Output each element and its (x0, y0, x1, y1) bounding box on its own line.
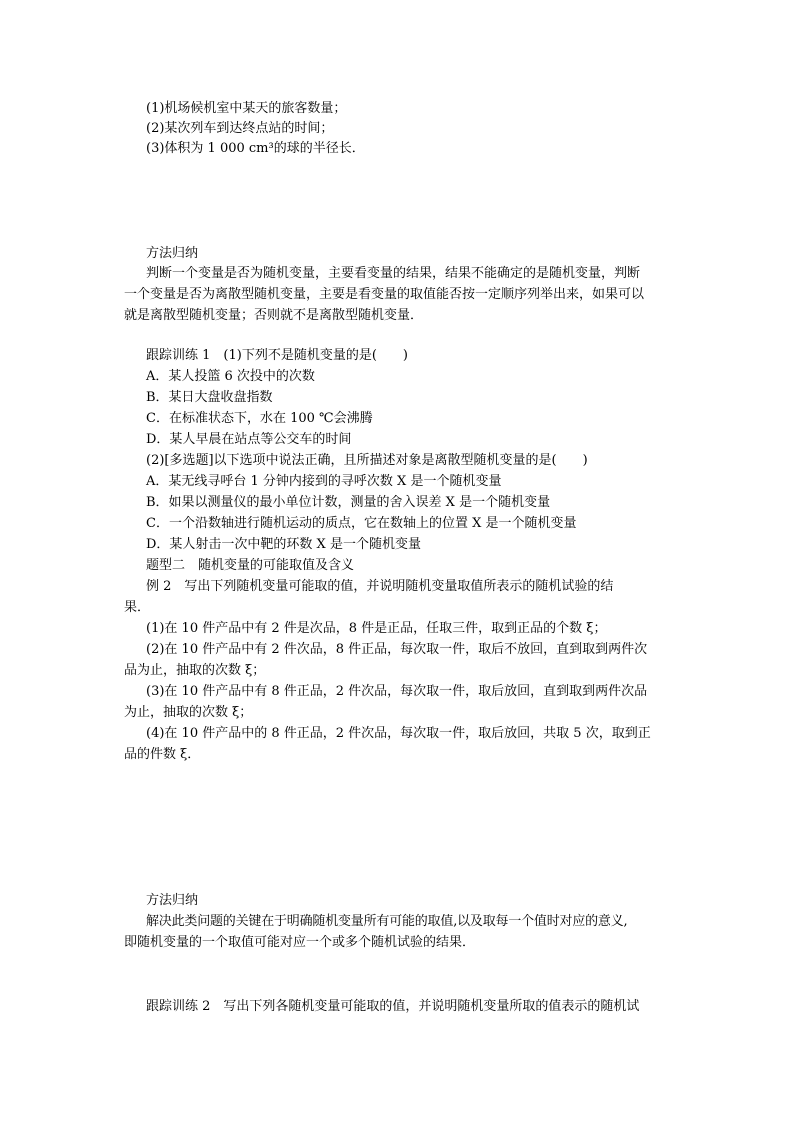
method-text-line: 就是离散型随机变量；否则就不是离散型随机变量． (124, 308, 424, 323)
question-item-3: (3)体积为 1 000 cm³的球的半径长． (146, 141, 365, 156)
example-item-1: (1)在 10 件产品中有 2 件是次品，8 件是正品，任取三件，取到正品的个数 ξ； (146, 621, 607, 636)
example-item-4: (4)在 10 件产品中的 8 件正品，2 件次品，每次取一件，取后放回，共取 5 次，取到正 (146, 726, 651, 741)
option-c: C．在标准状态下，水在 100 ℃会沸腾 (146, 411, 373, 426)
method-text-line: 解决此类问题的关键在于明确随机变量所有可能的取值,以及取每一个值时对应的意义, (146, 914, 628, 929)
option-b: B．某日大盘收盘指数 (146, 390, 273, 405)
option-c: C．一个沿数轴进行随机运动的质点，它在数轴上的位置 X 是一个随机变量 (146, 516, 577, 531)
example-item-4-cont: 品的件数 ξ． (124, 747, 201, 762)
training-question-3: 跟踪训练 2 写出下列各随机变量可能取的值，并说明随机变量所取的值表示的随机试 (146, 999, 640, 1014)
example-item-2-cont: 品为止，抽取的次数 ξ； (124, 663, 266, 678)
method-heading: 方法归纳 (146, 893, 199, 908)
example-item-2: (2)在 10 件产品中有 2 件次品，8 件正品，每次取一件，取后不放回，直到取到两件次 (146, 642, 648, 657)
example-item-3-cont: 为止，抽取的次数 ξ； (124, 705, 253, 720)
example-line: 果． (124, 600, 151, 615)
method-heading: 方法归纳 (146, 246, 199, 261)
option-b: B．如果以测量仪的最小单位计数，测量的舍入误差 X 是一个随机变量 (146, 495, 551, 510)
topic-title: 题型二 随机变量的可能取值及含义 (146, 558, 355, 573)
example-item-3: (3)在 10 件产品中有 8 件正品，2 件次品，每次取一件，取后放回，直到取到两件次品 (146, 684, 648, 699)
option-d: D．某人射击一次中靶的环数 X 是一个随机变量 (146, 537, 421, 552)
example-line: 例 2 写出下列随机变量可能取的值，并说明随机变量取值所表示的随机试验的结 (146, 579, 614, 594)
question-item-2: (2)某次列车到达终点站的时间； (146, 121, 334, 136)
question-item-1: (1)机场候机室中某天的旅客数量； (146, 101, 347, 116)
training-question-1: 跟踪训练 1 (1)下列不是随机变量的是( ) (146, 348, 408, 363)
option-a: A．某无线寻呼台 1 分钟内接到的寻呼次数 X 是一个随机变量 (146, 474, 502, 489)
option-a: A．某人投篮 6 次投中的次数 (146, 369, 315, 384)
method-text-line: 一个变量是否为离散型随机变量，主要是看变量的取值能否按一定顺序列举出来，如果可以 (124, 287, 645, 302)
method-text-line: 判断一个变量是否为随机变量，主要看变量的结果，结果不能确定的是随机变量，判断 (146, 266, 641, 281)
option-d: D．某人早晨在站点等公交车的时间 (146, 432, 352, 447)
training-question-2: (2)[多选题]以下选项中说法正确，且所描述对象是离散型随机变量的是( ) (146, 453, 588, 468)
method-text-line: 即随机变量的一个取值可能对应一个或多个随机试验的结果． (124, 935, 476, 950)
